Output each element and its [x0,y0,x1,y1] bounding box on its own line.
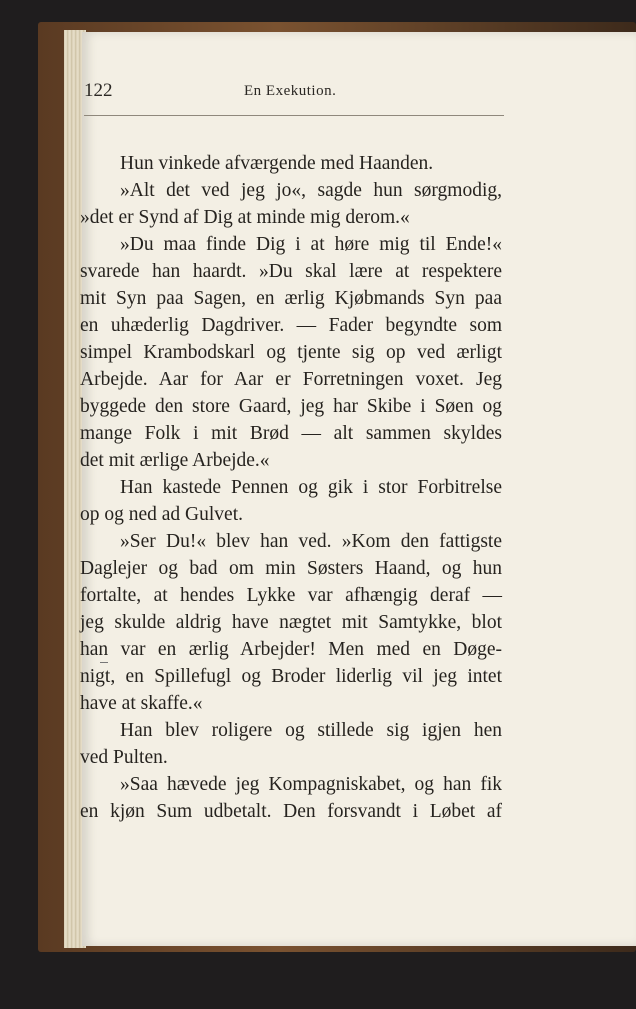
page-number: 122 [84,80,113,101]
text-line: mit Syn paa Sagen, en ærlig Kjøbmands Syn paa [80,288,502,309]
text-line: ved Pulten. [80,747,168,768]
text-line: op og ned ad Gulvet. [80,504,244,525]
text-line: en uhæderlig Dagdriver. — Fader begyndte som [80,315,502,336]
text-line: »Du maa finde Dig i at høre mig til Ende!« [120,234,502,255]
text-line: fortalte, at hendes Lykke var afhængig deraf — [80,585,502,606]
text-line: byggede den store Gaard, jeg har Skibe i Søen og [80,396,502,417]
text-line: han var en ærlig Arbejder! Men med en Døge- [80,639,502,660]
text-line: simpel Krambodskarl og tjente sig op ved ærligt [80,342,502,363]
text-line: Han blev roligere og stillede sig igjen hen [120,720,502,741]
text-line: Arbejde. Aar for Aar er Forretningen voxet. Jeg [80,369,502,390]
text-line: »Saa hævede jeg Kompagniskabet, og han fik [120,774,502,795]
text-line: »det er Synd af Dig at minde mig derom.« [80,207,410,228]
body-text [80,150,502,825]
text-line: nigt, en Spillefugl og Broder liderlig vil jeg intet [80,666,502,687]
text-line: Daglejer og bad om min Søsters Haand, og hun [80,558,502,579]
text-line: have at skaffe.« [80,693,203,714]
text-line: Hun vinkede afværgende med Haanden. [120,153,434,174]
text-line: Han kastede Pennen og gik i stor Forbitrelse [120,477,502,498]
running-title: En Exekution. [244,83,337,99]
page-header [84,80,586,114]
text-line: mange Folk i mit Brød — alt sammen skyldes [80,423,502,444]
text-line: en kjøn Sum udbetalt. Den forsvandt i Løbet af [80,801,502,822]
text-line: det mit ærlige Arbejde.« [80,450,270,471]
text-line: svarede han haardt. »Du skal lære at respektere [80,261,502,282]
text-line: jeg skulde aldrig have nægtet mit Samtykke, blot [80,612,502,633]
text-line: »Alt det ved jeg jo«, sagde hun sørgmodig, [120,180,502,201]
text-line: »Ser Du!« blev han ved. »Kom den fattigste [120,531,502,552]
header-rule [84,115,504,116]
